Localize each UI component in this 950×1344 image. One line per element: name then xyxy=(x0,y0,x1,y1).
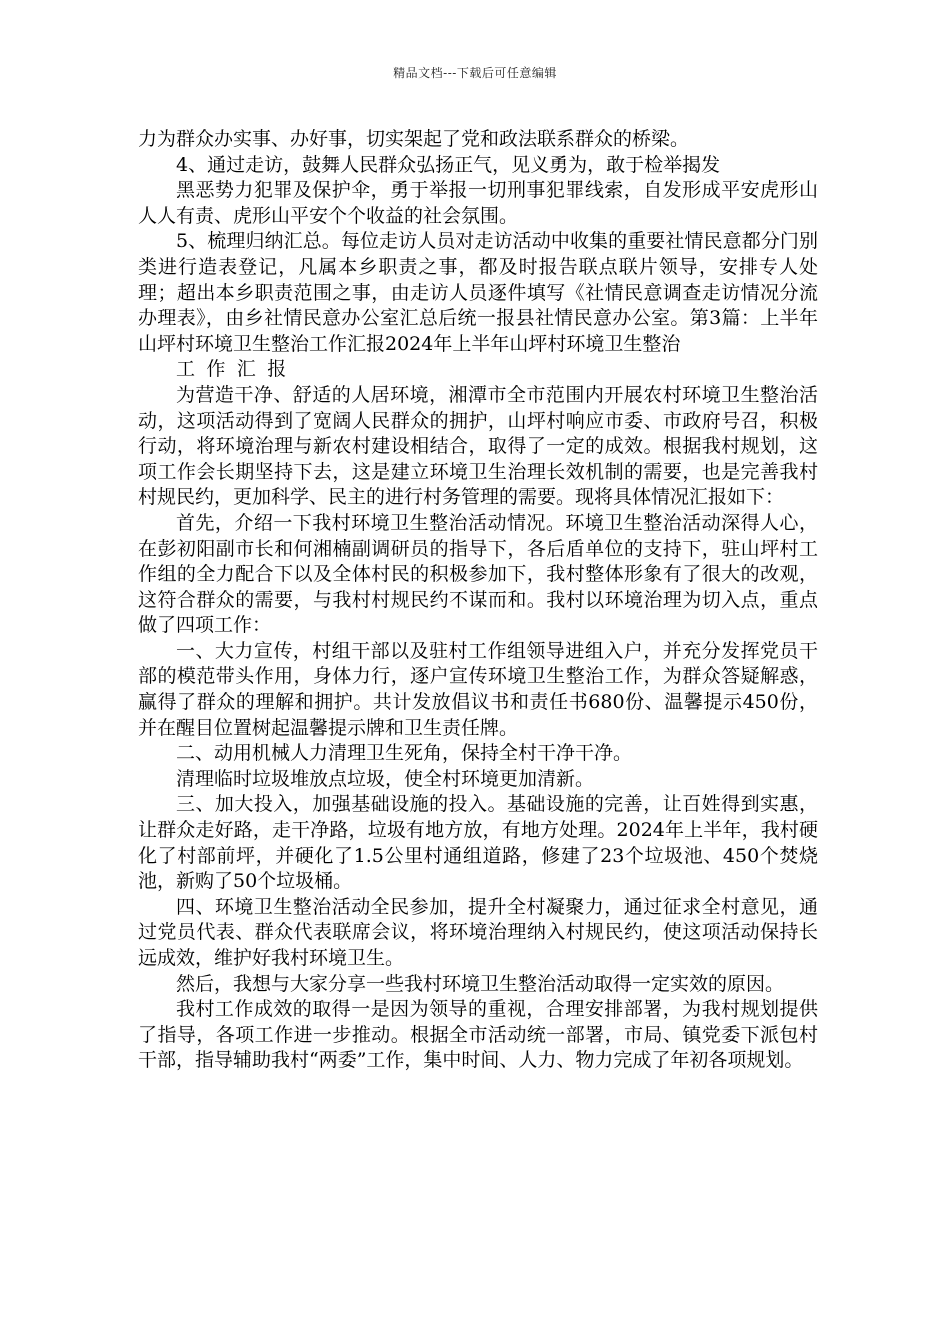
paragraph: 首先，介绍一下我村环境卫生整治活动情况。环境卫生整治活动深得人心，在彭初阳副市长和何湘楠副调研员的指导下，各后盾单位的支持下，驻山坪村工作组的全力配合下以及全体村民的积极参加下，我村整体形象有了很大的改观，这符合群众的需要，与我村村规民约不谋而和。我村以环境治理为切入点，重点做了四项工作： xyxy=(138,511,818,637)
paragraph: 5、梳理归纳汇总。每位走访人员对走访活动中收集的重要社情民意都分门别类进行造表登记，凡属本乡职责之事，都及时报告联点联片领导，安排专人处理；超出本乡职责范围之事，由走访人员逐件填写《社情民意调查走访情况分流办理表》，由乡社情民意办公室汇总后统一报县社情民意办公室。第3篇：上半年山坪村环境卫生整治工作汇报2024年上半年山坪村环境卫生整治 xyxy=(138,230,818,355)
paragraph: 清理临时垃圾堆放点垃圾，使全村环境更加清新。 xyxy=(176,767,595,790)
paragraph: 二、动用机械人力清理卫生死角，保持全村干净干净。 xyxy=(176,742,633,765)
paragraph: 为营造干净、舒适的人居环境，湘潭市全市范围内开展农村环境卫生整治活动，这项活动得到了宽阔人民群众的拥护，山坪村响应市委、市政府号召，积极行动，将环境治理与新农村建设相结合，取得了一定的成效。根据我村规划，这项工作会长期坚持下去，这是建立环境卫生治理长效机制的需要，也是完善我村村规民约，更加科学、民主的进行村务管理的需要。现将具体情况汇报如下： xyxy=(138,383,818,509)
paragraph: 一、大力宣传，村组干部以及驻村工作组领导进组入户，并充分发挥党员干部的模范带头作用，身体力行，逐户宣传环境卫生整治工作，为群众答疑解惑，赢得了群众的理解和拥护。共计发放倡议书和责任书680份、温馨提示450份，并在醒目位置树起温馨提示牌和卫生责任牌。 xyxy=(138,639,818,739)
paragraph: 四、环境卫生整治活动全民参加，提升全村凝聚力，通过征求全村意见，通过党员代表、群众代表联席会议，将环境治理纳入村规民约，使这项活动保持长远成效，维护好我村环境卫生。 xyxy=(138,895,818,969)
paragraph: 力为群众办实事、办好事，切实架起了党和政法联系群众的桥梁。 xyxy=(138,128,690,150)
paragraph: 黑恶势力犯罪及保护伞，勇于举报一切刑事犯罪线索，自发形成平安虎形山人人有责、虎形山平安个个收益的社会氛围。 xyxy=(138,179,818,227)
paragraph: 我村工作成效的取得一是因为领导的重视，合理安排部署，为我村规划提供了指导，各项工作进一步推动。根据全市活动统一部署，市局、镇党委下派包村干部，指导辅助我村“两委”工作，集中时间、人力、物力完成了年初各项规划。 xyxy=(138,998,818,1072)
paragraph: 三、加大投入，加强基础设施的投入。基础设施的完善，让百姓得到实惠，让群众走好路，走干净路，垃圾有地方放，有地方处理。2024年上半年，我村硬化了村部前坪，并硬化了1.5公里村通组道路，修建了23个垃圾池、450个焚烧池，新购了50个垃圾桶。 xyxy=(138,793,818,893)
document-body xyxy=(138,127,818,1074)
paragraph: 4、通过走访，鼓舞人民群众弘扬正气，见义勇为，敢于检举揭发 xyxy=(176,153,721,176)
page-header: 精品文档---下载后可任意编辑 xyxy=(393,66,557,80)
paragraph: 然后，我想与大家分享一些我村环境卫生整治活动取得一定实效的原因。 xyxy=(176,972,785,995)
section-title: 工作汇报 xyxy=(176,358,298,381)
